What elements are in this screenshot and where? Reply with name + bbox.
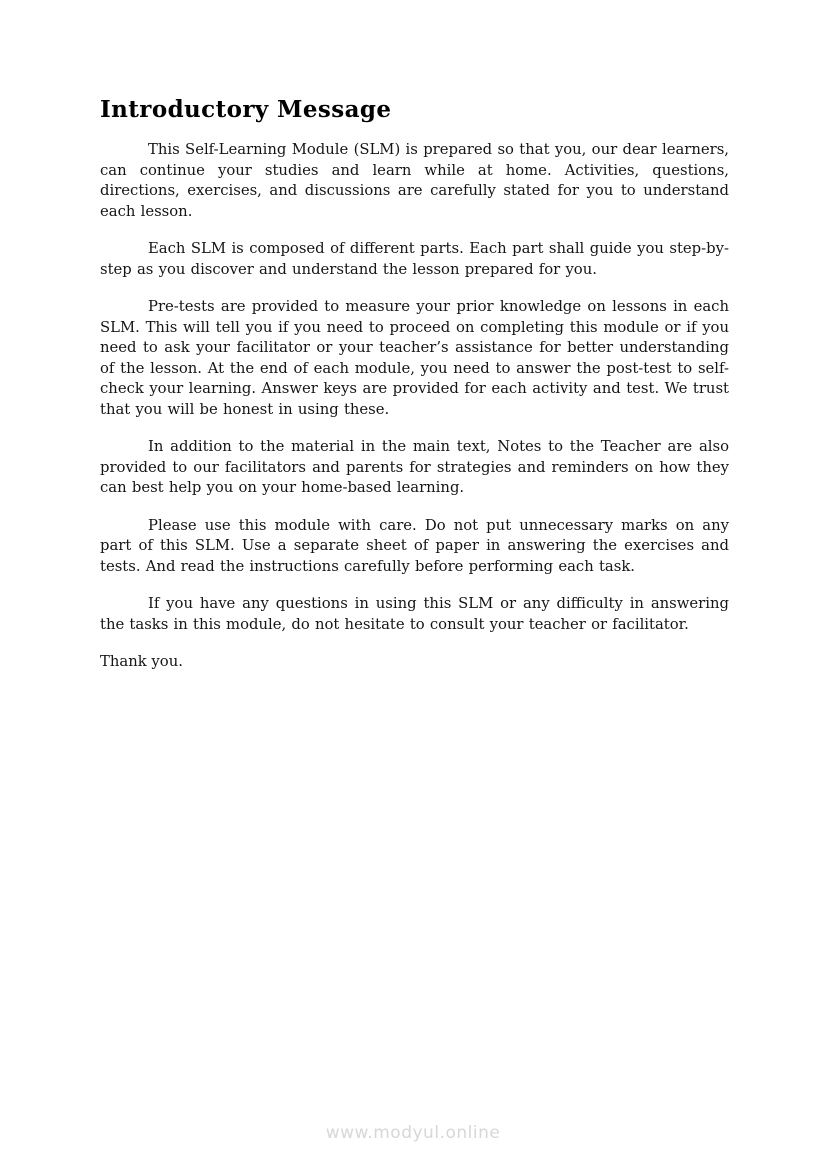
paragraph-questions: If you have any questions in using this SLM or any difficulty in answering the tasks in this module, do not hesitate to consult your teacher or facilitator. — [100, 595, 729, 633]
footer-watermark: www.modyul.online — [325, 1123, 501, 1143]
document-content — [100, 95, 729, 673]
paragraph-pretests: Pre-tests are provided to measure your prior knowledge on lessons in each SLM. This will tell you if you need to proceed on completing this module or if you need to ask your facilitator or your teacher’s assistance for better understanding of the lesson. At the end of each module, you need to answer the post-test to self-check your learning. Answer keys are provided for each activity and test. We trust that you will be honest in using these. — [100, 298, 729, 418]
closing-text: Thank you. — [100, 653, 183, 670]
paragraph-module-care: Please use this module with care. Do not put unnecessary marks on any part of this SLM. Use a separate sheet of paper in answering the exercises and tests. And read the instructions carefully before performing each task. — [100, 516, 729, 575]
paragraph-intro-slm: This Self-Learning Module (SLM) is prepared so that you, our dear learners, can continue your studies and learn while at home. Activities, questions, directions, exercises, and discussions are carefully stated for you to understand each lesson. — [100, 141, 729, 220]
page-title: Introductory Message — [100, 96, 392, 123]
paragraph-notes-to-teacher: In addition to the material in the main text, Notes to the Teacher are also provided to our facilitators and parents for strategies and reminders on how they can best help you on your home-based learning. — [100, 438, 729, 496]
paragraph-slm-parts: Each SLM is composed of different parts. Each part shall guide you step-by-step as you discover and understand the lesson prepared for you. — [100, 240, 729, 278]
